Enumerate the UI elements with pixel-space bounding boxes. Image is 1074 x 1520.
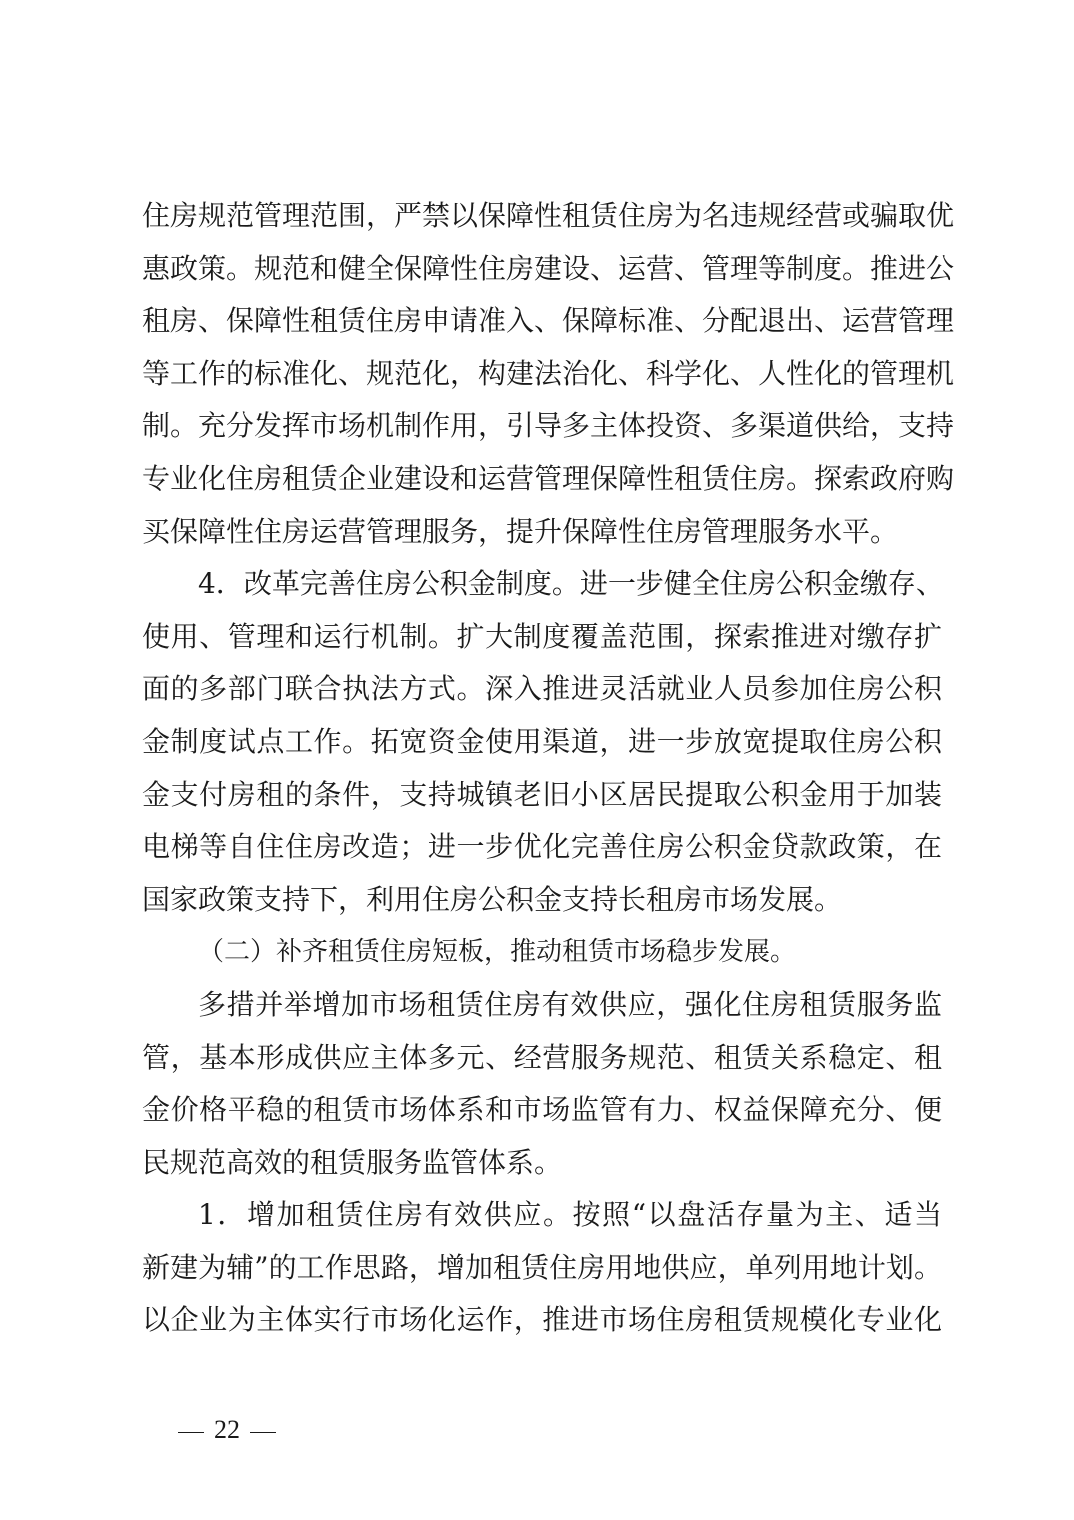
page-number-dash-left: [178, 1432, 204, 1433]
page-number-dash-right: [250, 1432, 276, 1433]
text-line: 4．改革完善住房公积金制度。进一步健全住房公积金缴存、: [198, 567, 944, 601]
text-line: 多措并举增加市场租赁住房有效供应，强化住房租赁服务监: [198, 987, 942, 1021]
text-line: 以企业为主体实行市场化运作，推进市场住房租赁规模化专业化: [142, 1303, 942, 1337]
text-line: 金价格平稳的租赁市场体系和市场监管有力、权益保障充分、便: [142, 1093, 942, 1127]
text-line: 金支付房租的条件，支持城镇老旧小区居民提取公积金用于加装: [142, 777, 942, 811]
text-line: 租房、保障性租赁住房申请准入、保障标准、分配退出、运营管理: [142, 304, 955, 338]
text-line: 1．增加租赁住房有效供应。按照“以盘活存量为主、适当: [198, 1198, 942, 1232]
text-line: 管，基本形成供应主体多元、经营服务规范、租赁关系稳定、租: [142, 1040, 942, 1074]
text-line: 国家政策支持下，利用住房公积金支持长租房市场发展。: [142, 882, 843, 916]
section-heading: （二）补齐租赁住房短板，推动租赁市场稳步发展。: [198, 937, 797, 968]
text-line: 电梯等自住住房改造；进一步优化完善住房公积金贷款政策，在: [142, 830, 942, 864]
text-line: 等工作的标准化、规范化，构建法治化、科学化、人性化的管理机: [142, 356, 955, 390]
text-line: 买保障性住房运营管理服务，提升保障性住房管理服务水平。: [142, 514, 899, 548]
text-line: 使用、管理和运行机制。扩大制度覆盖范围，探索推进对缴存扩: [142, 619, 942, 653]
text-line: 新建为辅”的工作思路，增加租赁住房用地供应，单列用地计划。: [142, 1250, 942, 1284]
text-line: 面的多部门联合执法方式。深入推进灵活就业人员参加住房公积: [142, 672, 942, 706]
text-line: 金制度试点工作。拓宽资金使用渠道，进一步放宽提取住房公积: [142, 724, 942, 758]
body-text: [142, 190, 955, 1347]
text-line: 专业化住房租赁企业建设和运营管理保障性租赁住房。探索政府购: [142, 461, 955, 495]
page-number-value: 22: [214, 1415, 240, 1444]
page-number: [168, 1412, 286, 1448]
text-line: 制。充分发挥市场机制作用，引导多主体投资、多渠道供给，支持: [142, 409, 955, 443]
text-line: 惠政策。规范和健全保障性住房建设、运营、管理等制度。推进公: [142, 251, 955, 285]
text-line: 民规范高效的租赁服务监管体系。: [142, 1145, 563, 1179]
text-line: 住房规范管理范围，严禁以保障性租赁住房为名违规经营或骗取优: [142, 199, 955, 232]
